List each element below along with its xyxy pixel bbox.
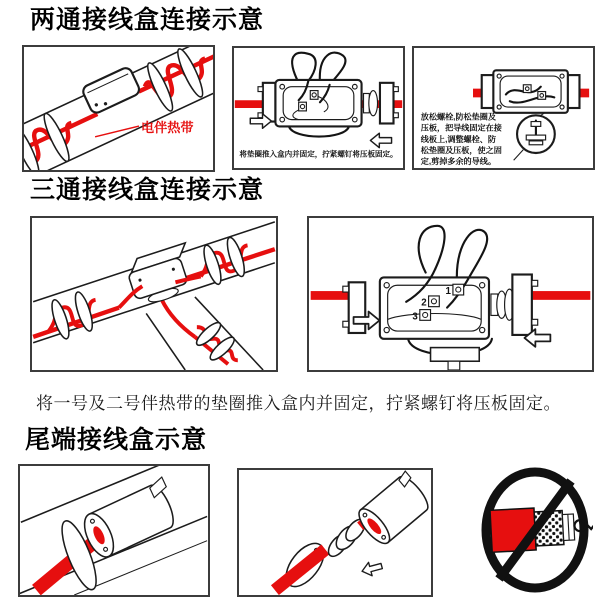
two-way-pipe-drawing — [24, 47, 213, 170]
wiring-instruction — [420, 112, 503, 167]
terminal-2-label: 2 — [421, 297, 427, 309]
end-plate — [512, 275, 531, 335]
panel-end-box-pipe — [18, 464, 210, 597]
panel-end-box-exploded — [237, 468, 433, 597]
arrow-left-icon — [360, 559, 383, 578]
terminal-1 — [453, 284, 464, 295]
svg-text:线板上,调整螺栓、防: 线板上,调整螺栓、防 — [420, 134, 497, 144]
heat-cable — [529, 291, 590, 300]
three-way-box-drawing — [309, 218, 592, 370]
end-box-pipe-drawing — [20, 466, 208, 595]
heat-cable-label: 电伴热带 — [140, 119, 194, 135]
end-cap — [353, 471, 431, 548]
panel-two-way-box-open — [232, 46, 405, 170]
svg-text:松垫圈及压板，使之固: 松垫圈及压板，使之固 — [420, 146, 502, 155]
no-exposed-wire-icon — [478, 466, 593, 596]
bottom-branch-gland — [431, 348, 480, 362]
terminal-3 — [420, 310, 431, 321]
two-way-title: 两通接线盒连接示意 — [30, 6, 265, 34]
prohibition-sign — [478, 466, 593, 596]
three-way-caption: 将一号及二号伴热带的垫圈推入盒内并固定，拧紧螺钉将压板固定。 — [36, 394, 561, 413]
terminal-2 — [429, 296, 440, 307]
panel-three-way-box — [307, 216, 594, 372]
end-box-exploded-drawing — [239, 470, 431, 595]
terminal — [310, 91, 318, 100]
terminal-1-label: 1 — [445, 286, 451, 297]
panel-three-way-pipe — [30, 216, 278, 372]
panel-two-way-pipe — [22, 45, 215, 172]
end-plate — [380, 83, 394, 124]
terminal — [299, 102, 307, 111]
arrow-left-icon — [370, 133, 391, 147]
three-way-title: 三通接线盒连接示意 — [30, 176, 265, 204]
three-way-pipe-drawing — [32, 218, 276, 370]
two-way-box-drawing — [234, 48, 403, 168]
pipe-group — [24, 47, 213, 170]
two-way-wiring-drawing — [414, 48, 593, 168]
svg-text:压板，把导线固定在接: 压板，把导线固定在接 — [420, 123, 502, 133]
svg-text:放松螺栓,防松垫圈及: 放松螺栓,防松垫圈及 — [420, 112, 497, 122]
terminal-3-label: 3 — [412, 311, 418, 323]
end-box-title: 尾端接线盒示意 — [25, 426, 208, 454]
panel-two-way-wiring — [412, 46, 595, 170]
gasket-caption: 将垫圈推入盒内并固定，拧紧螺钉将压板固定。 — [239, 149, 398, 159]
svg-text:定,剪掉多余的导线。: 定,剪掉多余的导线。 — [420, 157, 497, 167]
